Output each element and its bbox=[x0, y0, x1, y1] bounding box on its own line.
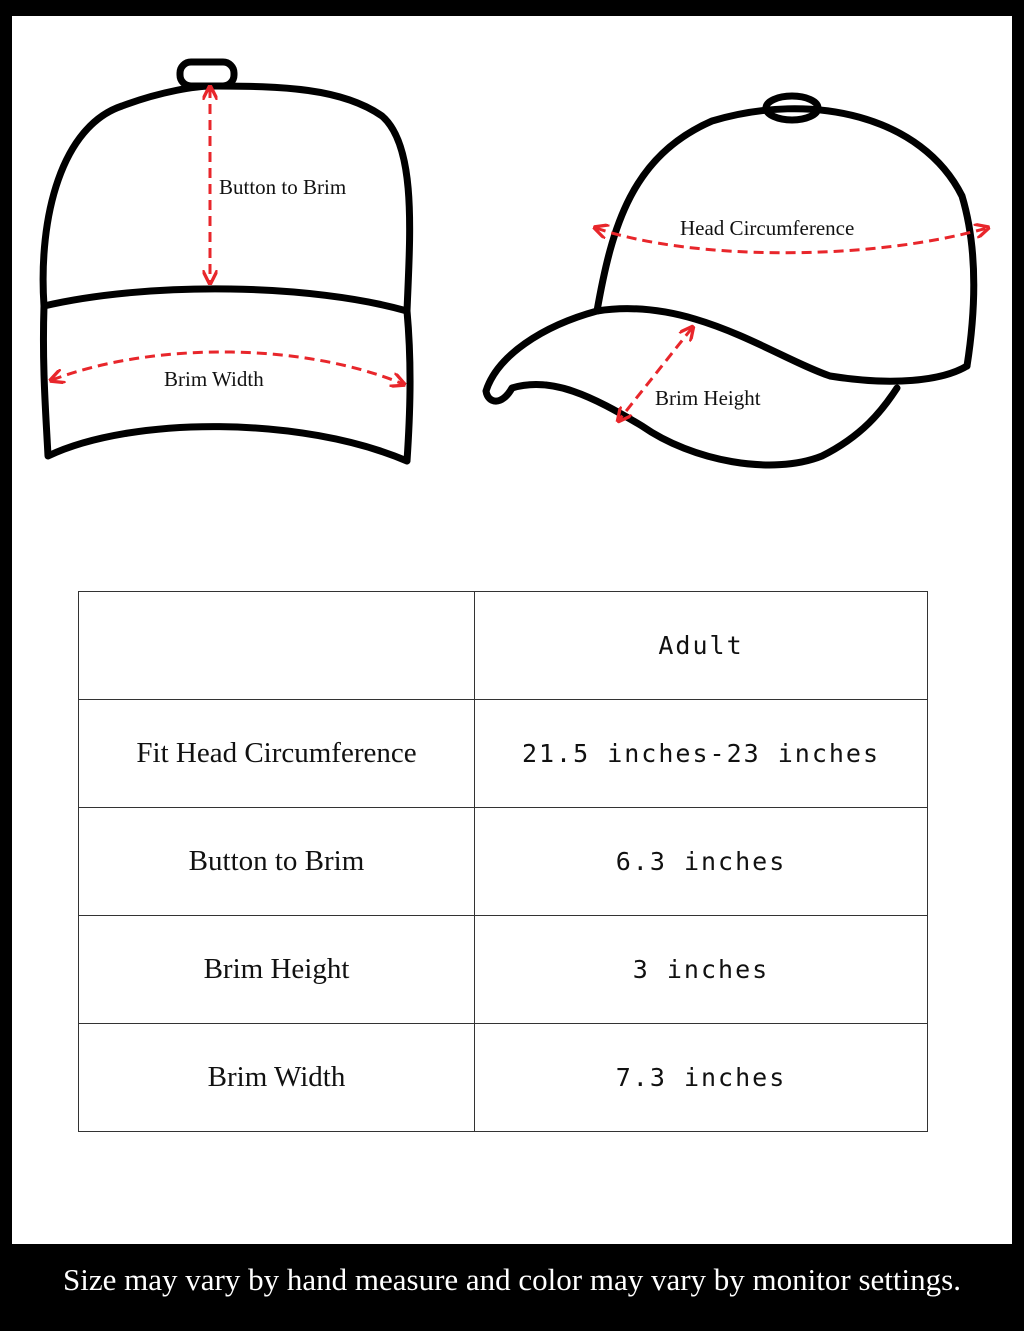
table-row bbox=[79, 916, 928, 1024]
brim-width-label: Brim Width bbox=[164, 367, 264, 391]
row-value: 6.3 inches bbox=[475, 808, 928, 916]
table-header-row bbox=[79, 592, 928, 700]
button-to-brim-label: Button to Brim bbox=[219, 175, 347, 199]
head-circumference-label: Head Circumference bbox=[680, 216, 855, 240]
header-cell-empty bbox=[79, 592, 475, 700]
row-label: Brim Width bbox=[79, 1024, 475, 1132]
table-row bbox=[79, 1024, 928, 1132]
row-value: 7.3 inches bbox=[475, 1024, 928, 1132]
row-value: 21.5 inches-23 inches bbox=[475, 700, 928, 808]
table-row bbox=[79, 808, 928, 916]
row-label: Brim Height bbox=[79, 916, 475, 1024]
cap-measurement-diagram bbox=[12, 16, 1012, 516]
cap-front-icon bbox=[43, 62, 410, 461]
brim-height-label: Brim Height bbox=[655, 386, 761, 410]
size-table bbox=[78, 591, 928, 1132]
header-cell-adult: Adult bbox=[475, 592, 928, 700]
row-value: 3 inches bbox=[475, 916, 928, 1024]
row-label: Button to Brim bbox=[79, 808, 475, 916]
footer-note: Size may vary by hand measure and color may vary by monitor settings. bbox=[63, 1262, 961, 1297]
size-chart-panel bbox=[12, 16, 1012, 1244]
table-row bbox=[79, 700, 928, 808]
row-label: Fit Head Circumference bbox=[79, 700, 475, 808]
